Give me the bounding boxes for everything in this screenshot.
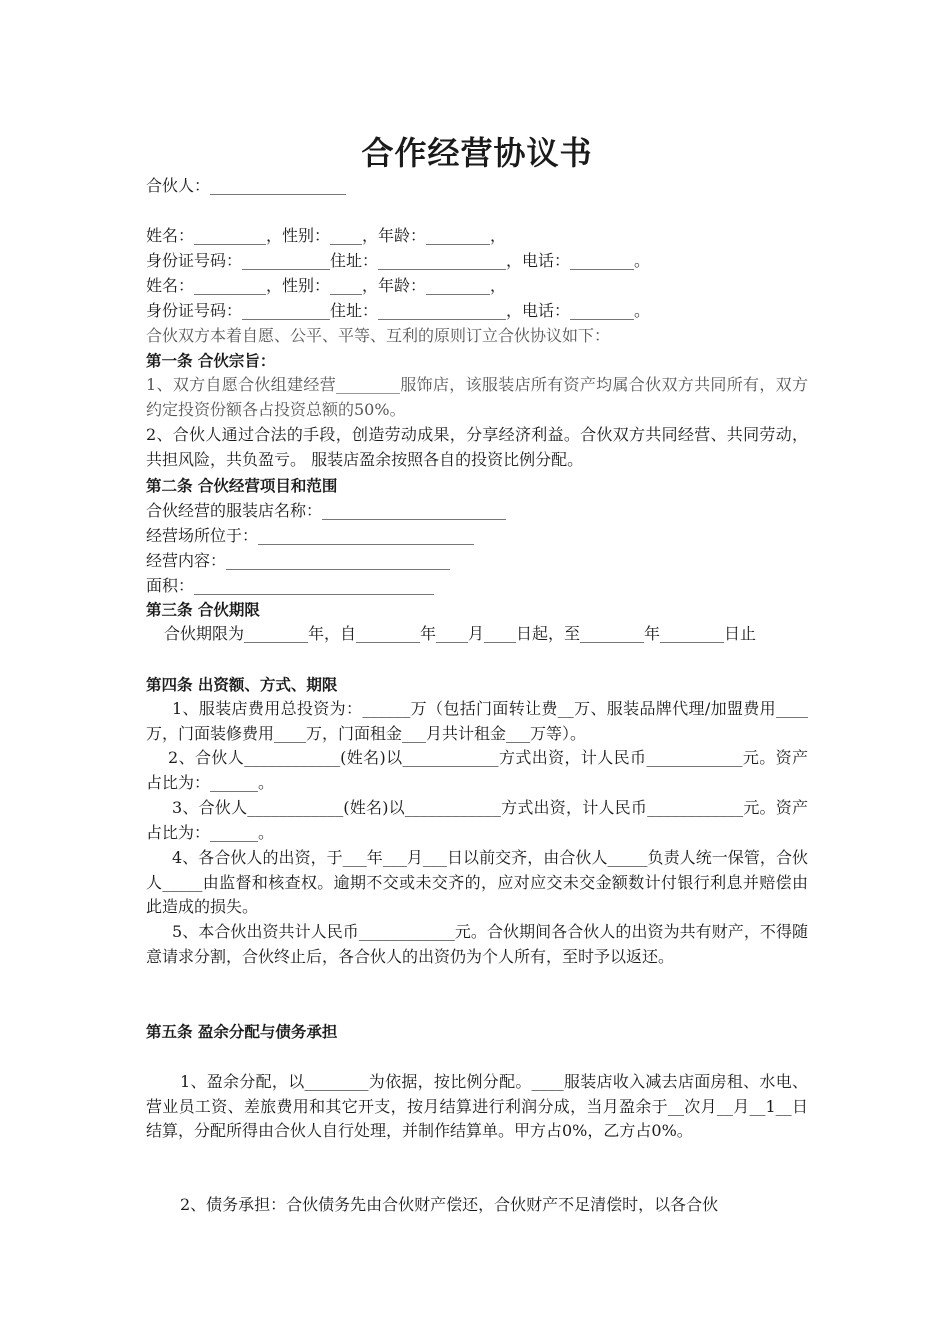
article-4-clause-2: 2、合伙人____________(姓名)以____________方式出资，计人民币____________元。资产占比为：______。 bbox=[146, 748, 808, 792]
article-1-clause-1: 1、双方自愿合伙组建经营________服饰店，该服装店所有资产均属合伙双方共同所有，双方约定投资份额各占投资总额的50%。 bbox=[146, 375, 808, 419]
article-4-clause-4: 4、各合伙人的出资，于___年___月___日以前交齐，由合伙人_____负责人统一保管，合伙人_____由监督和核查权。逾期不交或未交齐的，应对应交未交金额数计付银行利息并赔偿由此造成的损失。 bbox=[146, 848, 808, 916]
article-2-heading: 第二条 合伙经营项目和范围 bbox=[146, 477, 338, 495]
article-4-clause-1: 1、服装店费用总投资为：______万（包括门面转让费__万、服装品牌代理/加盟费用____万，门面装修费用____万，门面租金___月共计租金___万等）。 bbox=[146, 699, 808, 743]
shop-name-line: 合伙经营的服装店名称：_______________________ bbox=[146, 501, 507, 520]
party-b-name-line: 姓名：_________，性别：____，年龄：________， bbox=[146, 276, 507, 295]
preamble: 合伙双方本着自愿、公平、平等、互利的原则订立合伙协议如下： bbox=[146, 326, 611, 345]
article-3-term: 合伙期限为________年，自________年____月____日起，至________年________日止 bbox=[164, 624, 757, 643]
article-5-clause-1: 1、盈余分配，以________为依据，按比例分配。____服装店收入减去店面房租、水电、营业员工资、差旅费用和其它开支，按月结算进行利润分成，当月盈余于__次月__月__1__日结算，分配所得由合伙人自行处理，并制作结算单。甲方占0%，乙方占0%。 bbox=[146, 1072, 808, 1140]
party-a-name-line: 姓名：_________，性别：____，年龄：________， bbox=[146, 226, 507, 245]
location-line: 经营场所位于：___________________________ bbox=[146, 526, 475, 545]
party-b-id-line: 身份证号码：___________住址：________________，电话：________。 bbox=[146, 301, 651, 320]
article-3-heading: 第三条 合伙期限 bbox=[146, 601, 260, 619]
area-line: 面积：______________________________ bbox=[146, 576, 435, 595]
article-4-clause-5: 5、本合伙出资共计人民币____________元。合伙期间各合伙人的出资为共有财产，不得随意请求分割，合伙终止后，各合伙人的出资仍为个人所有，至时予以返还。 bbox=[146, 922, 808, 966]
document-title: 合作经营协议书 bbox=[361, 134, 593, 172]
article-4-clause-3: 3、合伙人____________(姓名)以____________方式出资，计人民币____________元。资产占比为：______。 bbox=[146, 798, 808, 842]
article-5-clause-2: 2、债务承担：合伙债务先由合伙财产偿还，合伙财产不足清偿时，以各合伙 bbox=[180, 1195, 719, 1214]
article-4-heading: 第四条 出资额、方式、期限 bbox=[146, 676, 338, 694]
article-5-heading: 第五条 盈余分配与债务承担 bbox=[146, 1023, 338, 1041]
partners-label: 合伙人：_________________ bbox=[146, 176, 347, 195]
article-1-clause-2: 2、合伙人通过合法的手段，创造劳动成果，分享经济利益。合伙双方共同经营、共同劳动，共担风险，共负盈亏。 服装店盈余按照各自的投资比例分配。 bbox=[146, 425, 808, 469]
article-1-heading: 第一条 合伙宗旨： bbox=[146, 352, 276, 370]
party-a-id-line: 身份证号码：___________住址：________________，电话：________。 bbox=[146, 251, 651, 270]
business-scope-line: 经营内容：____________________________ bbox=[146, 551, 451, 570]
